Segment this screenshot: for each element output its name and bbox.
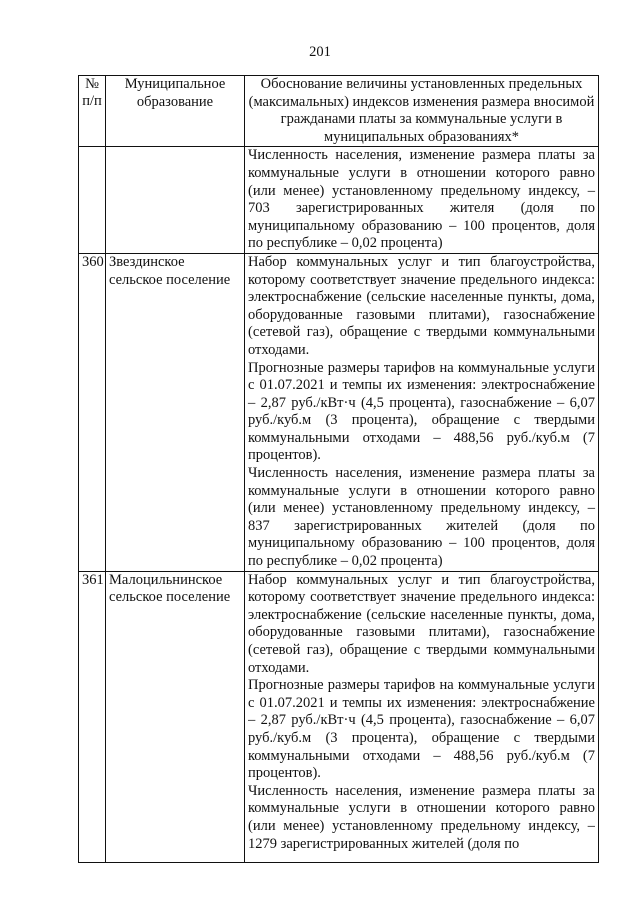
paragraph-tariffs: Прогнозные размеры тарифов на коммунальные услуги с 01.07.2021 и темпы их изменения: электроснабжение – 2,87 руб./кВт·ч (4,5 процента), газоснабжение – 6,07 руб./куб.м (3 процента), обращение с твердыми коммунальными отходами – 488,56 руб./куб.м (7 процентов).	[248, 677, 595, 782]
row-justification-clip	[248, 572, 595, 862]
header-num: № п/п	[79, 76, 106, 147]
row-justification-cell	[245, 253, 599, 571]
row-municipality: Малоцильнинское сельское поселение	[106, 571, 245, 862]
header-justification: Обоснование величины установленных предельных (максимальных) индексов изменения размера вносимой гражданами платы за коммунальные услуги в муниципальных образованиях*	[245, 76, 599, 147]
row-municipality: Звездинское сельское поселение	[106, 253, 245, 571]
row-num: 361	[79, 571, 106, 862]
row-num-cell	[79, 147, 106, 254]
paragraph-population: Численность населения, изменение размера платы за коммунальные услуги в отношении которого равно (или менее) установленному предельному индексу, – 703 зарегистрированных жителя (доля по муниципальному образованию – 100 процентов, доля по республике – 0,02 процента)	[248, 147, 595, 252]
paragraph-population: Численность населения, изменение размера платы за коммунальные услуги в отношении которого равно (или менее) установленному предельному индексу, – 1279 зарегистрированных жителей (доля по	[248, 782, 595, 852]
header-municipality: Муниципальное образование	[106, 76, 245, 147]
table-row-continuation	[79, 147, 599, 254]
paragraph-services: Набор коммунальных услуг и тип благоустройства, которому соответствует значение предельного индекса: электроснабжение (сельские населенные пункты, дома, оборудованные газовыми плитами), газоснабжение (сетевой газ), обращение с твердыми коммунальными отходами.	[248, 571, 595, 676]
table-row	[79, 571, 599, 862]
tariff-justification-table	[78, 75, 599, 863]
row-justification-cell	[245, 571, 599, 862]
row-num: 360	[79, 253, 106, 571]
paragraph-population: Численность населения, изменение размера платы за коммунальные услуги в отношении которого равно (или менее) установленному предельному индексу, – 837 зарегистрированных жителей (доля по муниципальному образованию – 100 процентов, доля по республике – 0,02 процента)	[248, 465, 595, 570]
row-municipality-cell	[106, 147, 245, 254]
page-number: 201	[309, 44, 331, 60]
paragraph-services: Набор коммунальных услуг и тип благоустройства, которому соответствует значение предельного индекса: электроснабжение (сельские населенные пункты, дома, оборудованные газовыми плитами), газоснабжение (сетевой газ), обращение с твердыми коммунальными отходами.	[248, 253, 595, 358]
row-justification-cell	[245, 147, 599, 254]
table-header-row	[79, 76, 599, 147]
table-row	[79, 253, 599, 571]
paragraph-tariffs: Прогнозные размеры тарифов на коммунальные услуги с 01.07.2021 и темпы их изменения: электроснабжение – 2,87 руб./кВт·ч (4,5 процента), газоснабжение – 6,07 руб./куб.м (3 процента), обращение с твердыми коммунальными отходами – 488,56 руб./куб.м (7 процентов).	[248, 359, 595, 464]
